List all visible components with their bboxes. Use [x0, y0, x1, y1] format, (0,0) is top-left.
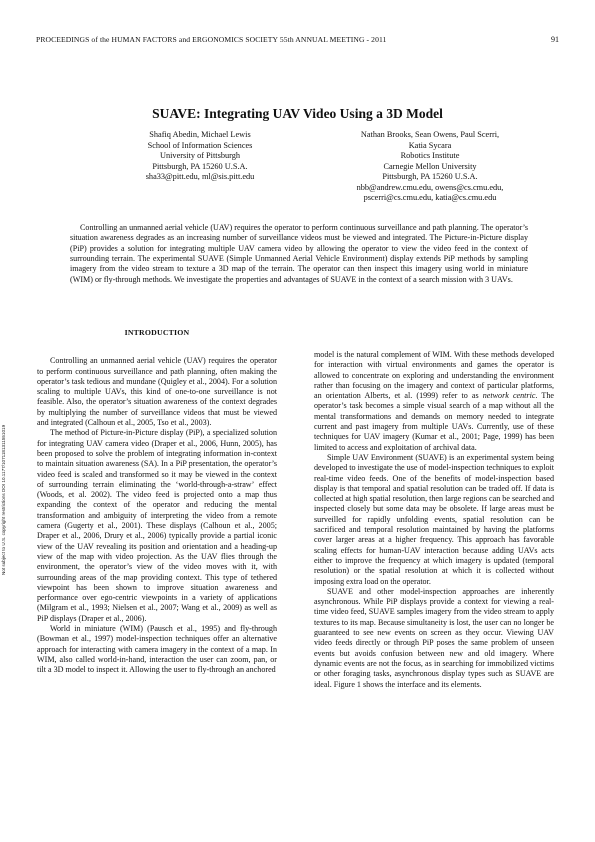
body-paragraph: Controlling an unmanned aerial vehicle (UAV) requires the operator to perform continuous surveillance and path planning, often making the operator’s task tedious and mundane (Quigley et al., 2004). For a solution scaling to multiple UAVs, this kind of one-to-one surveillance is not feasible. Also, the operator’s situation awareness of the context degrades by multiplying the number of surveillance videos that must be viewed and integrated (Calhoun et al., 2005, Tso et al., 2003). [37, 356, 277, 428]
authors-right [310, 130, 550, 204]
body-paragraph: SUAVE and other model-inspection approaches are inherently asynchronous. While PiP displays provide a context for viewing a real-time video feed, SUAVE samples imagery from the video stream to apply textures to its map. Because simultaneity is lost, the user can no longer be guaranteed to see new events on screen as they occur. Viewing UAV video feeds directly or through PiP poses the same problem of unseen events but avoids confusion between new and old imagery. Where dynamic events are not the focus, as in searching for immobilized victims or other foraging tasks, asynchronous display types such as SUAVE are ideal. Figure 1 shows the interface and its elements. [314, 586, 554, 689]
author-line: Shafiq Abedin, Michael Lewis [149, 130, 251, 139]
author-email: nbb@andrew.cmu.edu, owens@cs.cmu.edu, [356, 182, 504, 192]
author-line: Nathan Brooks, Sean Owens, Paul Scerri, [360, 130, 500, 139]
emphasis-term: network centric [482, 391, 536, 401]
body-paragraph [314, 350, 554, 453]
section-heading-introduction: INTRODUCTION [124, 328, 190, 337]
right-column [314, 350, 554, 690]
author-line: Robotics Institute [400, 151, 460, 160]
author-line: Pittsburgh, PA 15260 U.S.A. [382, 172, 478, 181]
authors-left [120, 130, 280, 183]
text-run: model is the natural complement of WIM. With these methods developed for interaction with virtual environments and games the operator is allowed to concentrate on exploring and understanding the environment rather than focusing on the imagery and context of particular platforms, an orientation Alberts, et al. (1999) refer to as [314, 350, 554, 401]
author-email: pscerri@cs.cmu.edu, katia@cs.cmu.edu [363, 193, 497, 202]
author-line: University of Pittsburgh [159, 151, 241, 160]
abstract: Controlling an unmanned aerial vehicle (UAV) requires the operator to perform continuous surveillance and path planning. The operator’s situation awareness degrades as an increasing number of surveillance videos must be viewed and integrated. The Picture-in-Picture display (PiP) provides a solution for integrating multiple UAV camera video by allowing the operator to view the video feed in the context of surrounding terrain. The experimental SUAVE (Simple Unmanned Aerial Vehicle Environment) display extends PiP methods by sampling imagery from the video stream to texture a 3D map of the terrain. The operator can then inspect this imagery using world in miniature (WIM) or fly-through methods. We investigate the properties and advantages of SUAVE in the context of a search mission with 3 UAVs. [70, 223, 528, 284]
body-paragraph: World in miniature (WIM) (Pausch et al., 1995) and fly-through (Bowman et al., 1997) model-inspection techniques offer an alternative approach for interacting with camera imagery in the context of a map. In WIM, also called world-in-hand, interaction the user can zoom, pan, or tilt a 3D model to inspect it. Allowing the user to fly-through an anchored [37, 624, 277, 675]
body-paragraph: Simple UAV Environment (SUAVE) is an experimental system being developed to investigate the use of model-inspection techniques to exploit real-time video feeds. One of the benefits of model-inspection based display is that temporal and spatial resolution can be traded off. If data is collected at high spatial resolution, then large regions can be searched and inspected closely but some data may be obsolete. If large areas must be surveilled for rapidly unfolding events, spatial resolution can be sacrificed and temporal resolution maintained by having the platforms cover larger areas at a higher frequency. This approach has favorable scaling effects for human-UAV interaction because adding UAVs acts either to improve the frequency at which imagery is updated (temporal resolution) or the spatial resolution at which it is collected without imposing extra load on the operator. [314, 452, 554, 586]
author-line: Pittsburgh, PA 15260 U.S.A. [152, 161, 248, 171]
running-head: PROCEEDINGS of the HUMAN FACTORS and ERGONOMICS SOCIETY 55th ANNUAL MEETING - 2011 [36, 35, 387, 44]
copyright-side-note: Not subject to U.S. copyright restrictions DOI 10.1177/1071181311551019 [1, 424, 6, 575]
text-run: . The operator’s task becomes a simple visual search of a map without all the mental transformations and demands on memory needed to integrate current and past imagery from multiple UAVs. Currently, use of these techniques for UAV imagery (Kumar et al., 2001; Page, 1999) has been limited to access and exploitation of archival data. [314, 391, 554, 452]
author-line: Katia Sycara [408, 140, 452, 150]
author-line: Carnegie Mellon University [383, 161, 477, 171]
page-number: 91 [551, 35, 559, 44]
author-email: sha33@pitt.edu, ml@sis.pitt.edu [145, 172, 255, 181]
body-paragraph: The method of Picture-in-Picture display (PiP), a specialized solution for integrating UAV camera video (Draper et al., 2006, Hunn, 2005), has been proposed to solve the problem of integrating information in-context to maintain situation awareness (SA). In a PiP presentation, the operator’s video feed is scaled and transformed so it may be viewed in the context of surrounding terrain eliminating the ‘world-through-a-straw’ effect (Woods, et al. 2002). The video feed is projected onto a map thus expanding the context of the operator and reducing the mental transformation and ambiguity of interpreting the video from a remote camera (Gugerty et al., 2001). These displays (Calhoun et al., 2005; Draper et al., 2006, Drury et al., 2006) typically provide a partial iconic view of the UAV revealing its position and orientation and a heading-up view of the map with video projection. As the UAV flies through the environment, the operator’s view of the video moves with it, with surrounding areas of the map providing context. This type of tethered viewpoint has been shown to improve situation awareness and performance over ego-centric viewpoints in a variety of applications (Milgram et al., 1993; Nielsen et al., 2007; Wang et al., 2009) as well as PiP displays (Draper et al., 2006). [37, 428, 277, 623]
author-line: School of Information Sciences [147, 140, 253, 150]
paper-title: SUAVE: Integrating UAV Video Using a 3D Model [152, 106, 443, 121]
left-column [37, 328, 277, 676]
